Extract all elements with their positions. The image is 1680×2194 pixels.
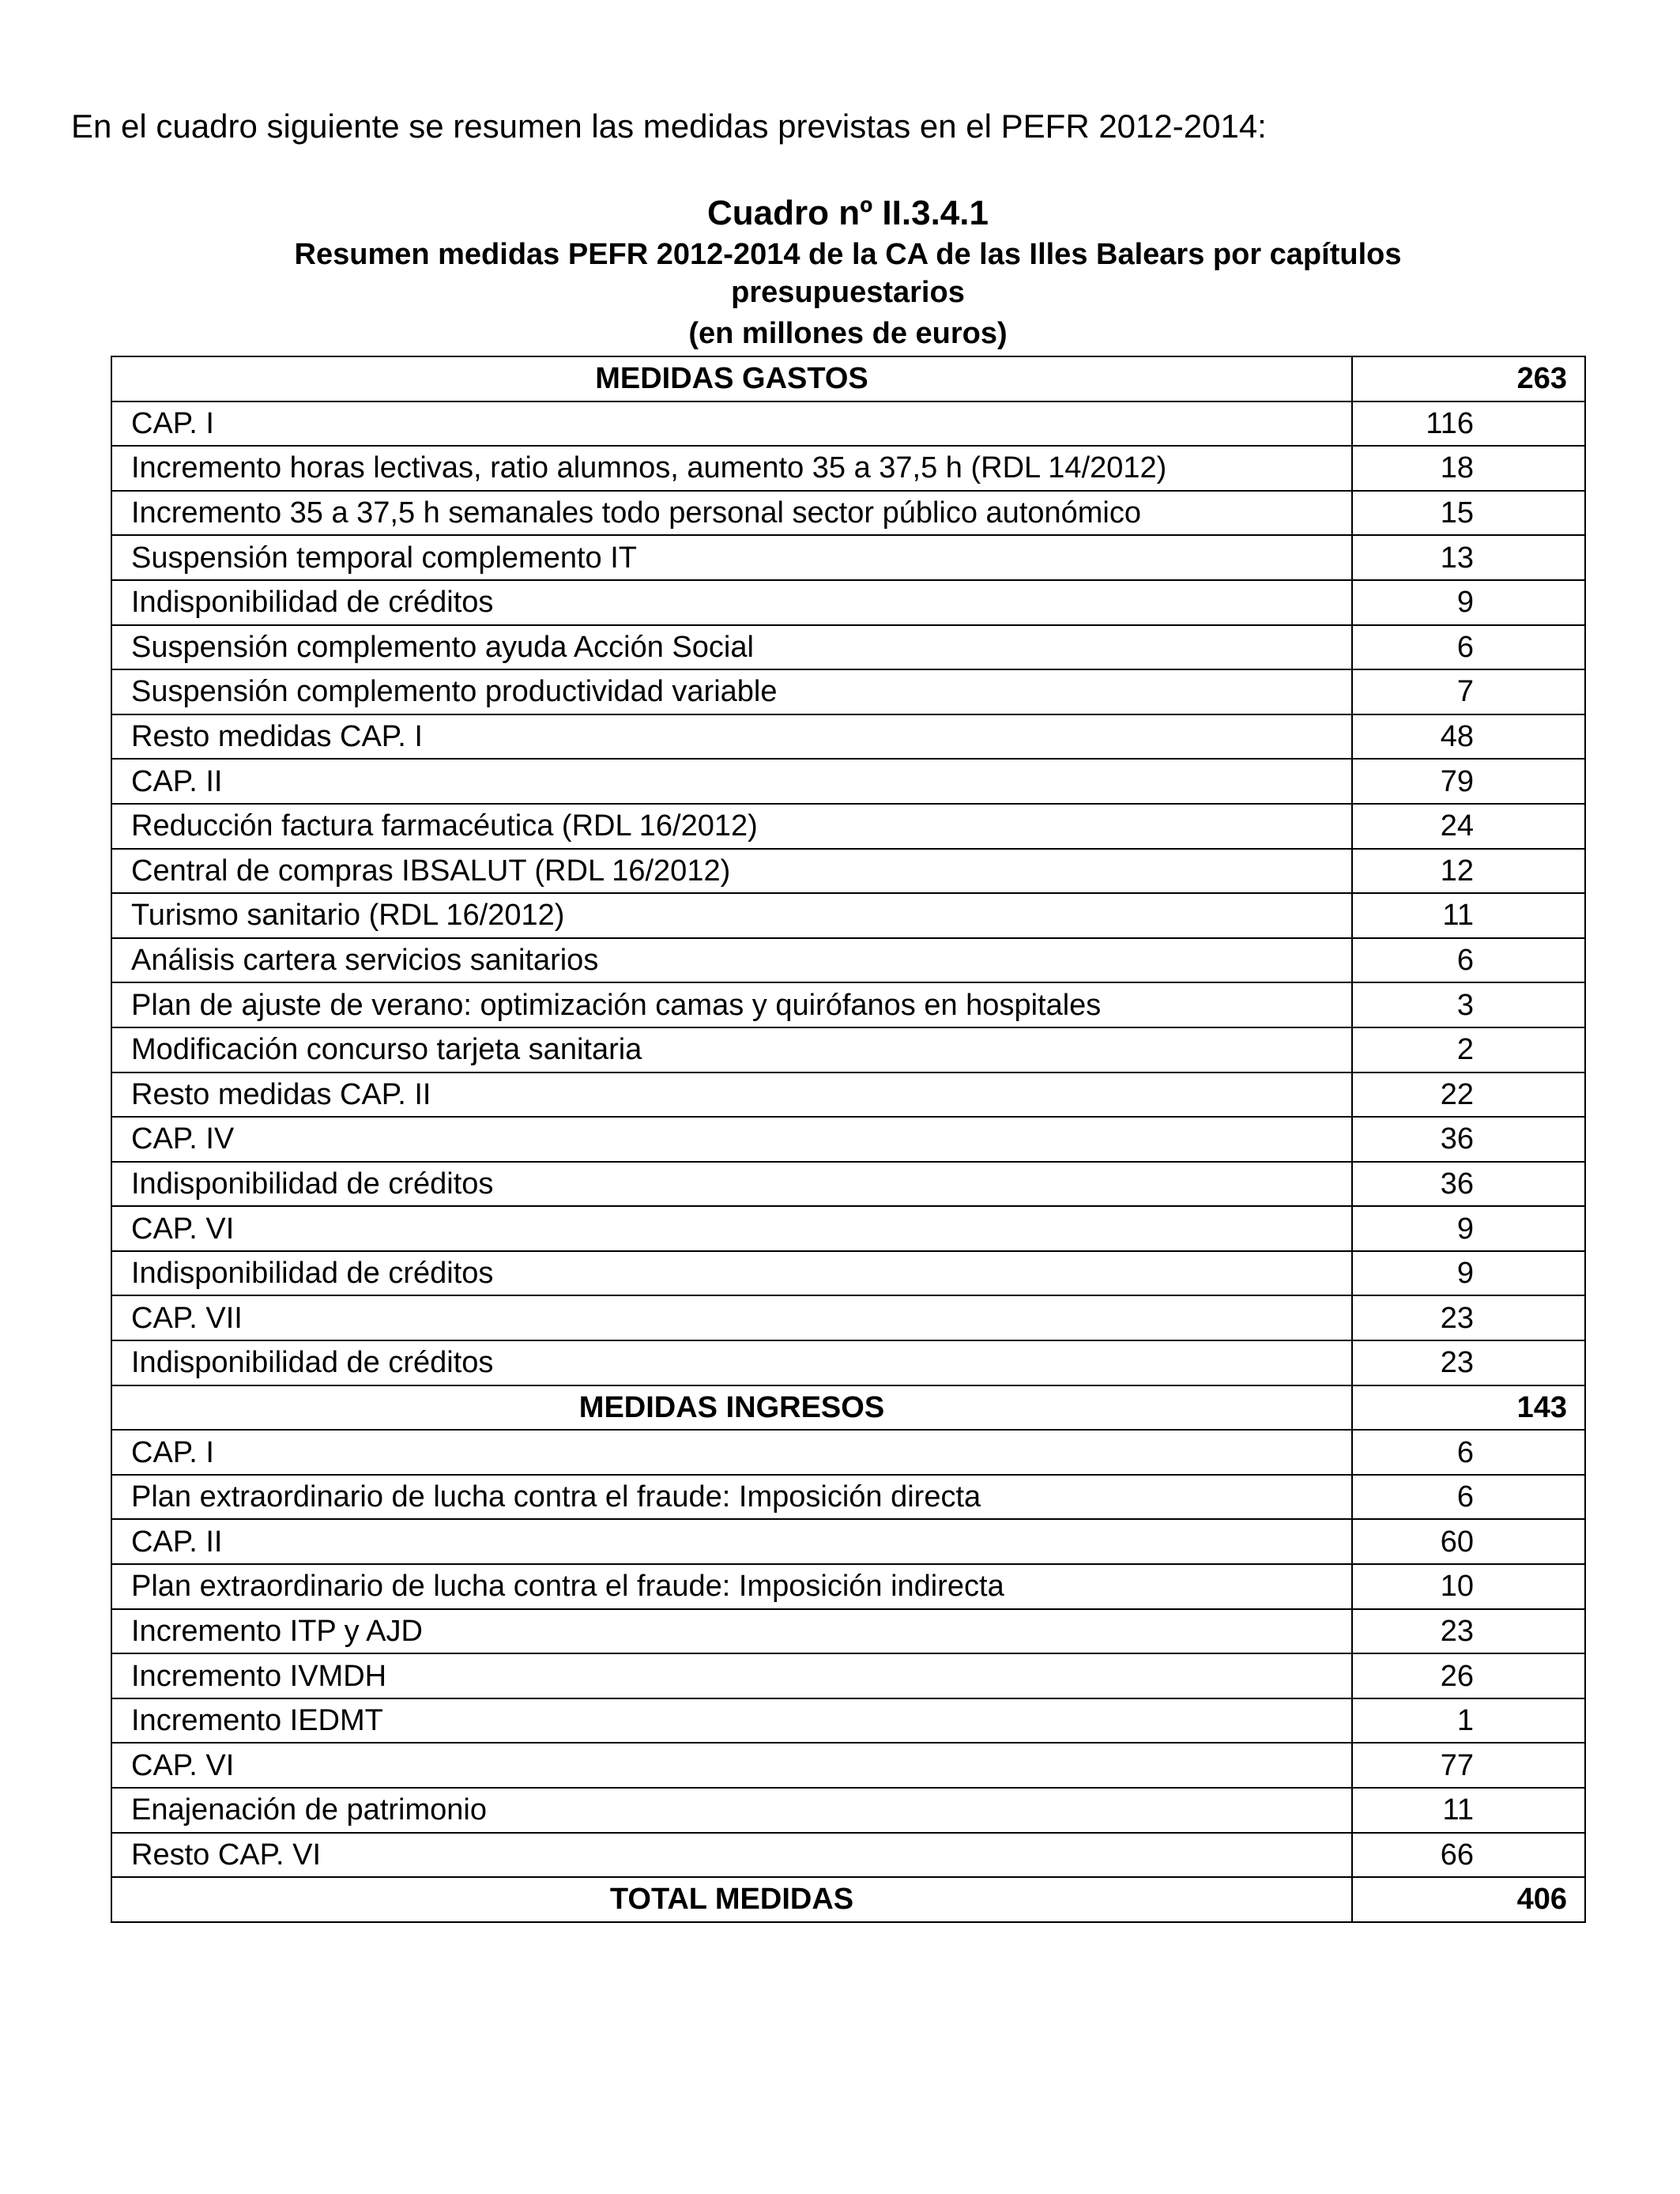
table-row: [111, 1117, 1585, 1162]
table-row: [111, 1430, 1585, 1475]
table-number: Cuadro nº II.3.4.1: [707, 194, 989, 232]
measure-value: 36: [1352, 1162, 1585, 1207]
measure-value: 26: [1352, 1653, 1585, 1698]
measure-label: CAP. I: [111, 1430, 1352, 1475]
table-section-row: [111, 1385, 1585, 1431]
table-row: [111, 1653, 1585, 1698]
measure-value: 77: [1352, 1743, 1585, 1788]
table-row: [111, 401, 1585, 447]
table-row: [111, 759, 1585, 804]
measure-label: Incremento 35 a 37,5 h semanales todo personal sector público autonómico: [111, 491, 1352, 536]
table-section-row: [111, 356, 1585, 401]
measure-label: CAP. II: [111, 759, 1352, 804]
table-row: [111, 1206, 1585, 1251]
table-row: [111, 1475, 1585, 1520]
table-row: [111, 669, 1585, 714]
measure-value: 12: [1352, 849, 1585, 894]
table-row: [111, 1564, 1585, 1609]
table-row: [111, 625, 1585, 670]
table-row: [111, 1295, 1585, 1340]
intro-paragraph: En el cuadro siguiente se resumen las medidas previstas en el PEFR 2012-2014:: [71, 107, 1267, 145]
measure-value: 6: [1352, 938, 1585, 983]
measure-label: Indisponibilidad de créditos: [111, 1251, 1352, 1296]
table-row: [111, 1788, 1585, 1833]
measure-label: CAP. VII: [111, 1295, 1352, 1340]
measure-label: Suspensión complemento ayuda Acción Social: [111, 625, 1352, 670]
measure-value: 22: [1352, 1072, 1585, 1118]
table-row: [111, 1072, 1585, 1118]
table-title: Resumen medidas PEFR 2012-2014 de la CA de las Illes Balears por capítulos: [294, 238, 1402, 271]
section-label: MEDIDAS INGRESOS: [111, 1385, 1352, 1431]
measure-label: Indisponibilidad de créditos: [111, 580, 1352, 625]
table-row: [111, 1340, 1585, 1385]
table-row: [111, 1743, 1585, 1788]
measure-label: Indisponibilidad de créditos: [111, 1340, 1352, 1385]
measure-label: Plan extraordinario de lucha contra el fraude: Imposición indirecta: [111, 1564, 1352, 1609]
table-row: [111, 1698, 1585, 1744]
table-row: [111, 580, 1585, 625]
measure-value: 10: [1352, 1564, 1585, 1609]
measure-label: Incremento IVMDH: [111, 1653, 1352, 1698]
measure-value: 66: [1352, 1833, 1585, 1878]
measure-label: Central de compras IBSALUT (RDL 16/2012): [111, 849, 1352, 894]
measure-value: 1: [1352, 1698, 1585, 1744]
table-row: [111, 1027, 1585, 1072]
measure-label: Resto medidas CAP. I: [111, 714, 1352, 760]
measure-value: 13: [1352, 535, 1585, 580]
measure-label: Reducción factura farmacéutica (RDL 16/2012): [111, 804, 1352, 849]
measure-label: Incremento ITP y AJD: [111, 1609, 1352, 1654]
measure-value: 15: [1352, 491, 1585, 536]
measure-label: Resto medidas CAP. II: [111, 1072, 1352, 1118]
measure-label: Turismo sanitario (RDL 16/2012): [111, 893, 1352, 938]
measure-label: Plan de ajuste de verano: optimización camas y quirófanos en hospitales: [111, 982, 1352, 1027]
section-label: TOTAL MEDIDAS: [111, 1877, 1352, 1922]
measure-label: CAP. VI: [111, 1743, 1352, 1788]
table-row: [111, 446, 1585, 491]
measure-label: Incremento horas lectivas, ratio alumnos, aumento 35 a 37,5 h (RDL 14/2012): [111, 446, 1352, 491]
table-row: [111, 1251, 1585, 1296]
measure-value: 6: [1352, 1430, 1585, 1475]
measure-label: Modificación concurso tarjeta sanitaria: [111, 1027, 1352, 1072]
table-row: [111, 849, 1585, 894]
measure-label: CAP. VI: [111, 1206, 1352, 1251]
table-row: [111, 535, 1585, 580]
measures-table: [111, 356, 1586, 1923]
table-row: [111, 491, 1585, 536]
measure-label: CAP. IV: [111, 1117, 1352, 1162]
measures-table-body: [111, 356, 1585, 1922]
measure-value: 24: [1352, 804, 1585, 849]
table-section-row: [111, 1877, 1585, 1922]
section-label: MEDIDAS GASTOS: [111, 356, 1352, 401]
measure-label: Indisponibilidad de créditos: [111, 1162, 1352, 1207]
table-title-continued: presupuestarios: [731, 276, 965, 309]
table-row: [111, 1519, 1585, 1564]
measure-value: 23: [1352, 1340, 1585, 1385]
measure-label: Enajenación de patrimonio: [111, 1788, 1352, 1833]
table-row: [111, 804, 1585, 849]
table-row: [111, 1833, 1585, 1878]
measure-value: 3: [1352, 982, 1585, 1027]
table-row: [111, 1162, 1585, 1207]
measure-label: Suspensión temporal complemento IT: [111, 535, 1352, 580]
measure-value: 23: [1352, 1609, 1585, 1654]
section-total: 406: [1352, 1877, 1585, 1922]
measure-value: 48: [1352, 714, 1585, 760]
measure-value: 7: [1352, 669, 1585, 714]
table-row: [111, 982, 1585, 1027]
table-row: [111, 1609, 1585, 1654]
table-row: [111, 893, 1585, 938]
table-row: [111, 938, 1585, 983]
measure-label: Análisis cartera servicios sanitarios: [111, 938, 1352, 983]
section-total: 143: [1352, 1385, 1585, 1431]
measure-label: Plan extraordinario de lucha contra el fraude: Imposición directa: [111, 1475, 1352, 1520]
measure-label: Incremento IEDMT: [111, 1698, 1352, 1744]
measure-value: 2: [1352, 1027, 1585, 1072]
measure-value: 60: [1352, 1519, 1585, 1564]
measure-value: 79: [1352, 759, 1585, 804]
measure-value: 116: [1352, 401, 1585, 447]
measure-label: Suspensión complemento productividad variable: [111, 669, 1352, 714]
measure-label: CAP. II: [111, 1519, 1352, 1564]
measure-label: Resto CAP. VI: [111, 1833, 1352, 1878]
table-row: [111, 714, 1585, 760]
measure-value: 36: [1352, 1117, 1585, 1162]
measure-value: 11: [1352, 1788, 1585, 1833]
section-total: 263: [1352, 356, 1585, 401]
measure-value: 23: [1352, 1295, 1585, 1340]
table-units: (en millones de euros): [688, 317, 1008, 350]
measure-value: 11: [1352, 893, 1585, 938]
measure-value: 6: [1352, 1475, 1585, 1520]
measure-value: 6: [1352, 625, 1585, 670]
measure-value: 9: [1352, 1251, 1585, 1296]
measure-value: 18: [1352, 446, 1585, 491]
measure-label: CAP. I: [111, 401, 1352, 447]
measure-value: 9: [1352, 1206, 1585, 1251]
measure-value: 9: [1352, 580, 1585, 625]
